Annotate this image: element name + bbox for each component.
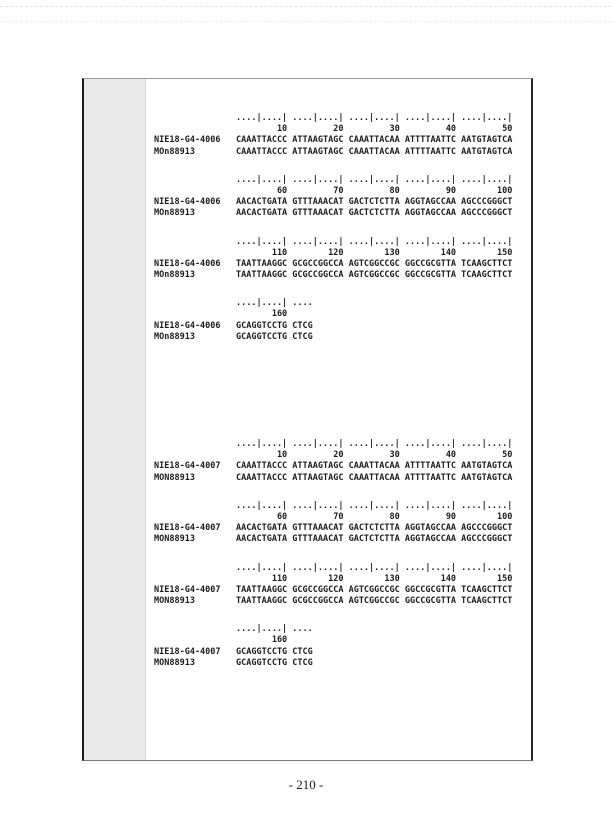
ruler-line — [154, 439, 512, 450]
ruler-line — [154, 175, 512, 186]
ruler-line-text: ....|....| ....|....| ....|....| ....|....| ....|....| — [236, 439, 513, 449]
subject-sequence-row-text: CAAATTACCC ATTAAGTAGC CAAATTACAA ATTTTAATTC AATGTAGTCA — [236, 472, 513, 483]
ruler-line-text: ....|....| ....|....| ....|....| ....|....| ....|....| — [236, 562, 513, 573]
sequence-label: MON88913 — [154, 534, 195, 545]
query-sequence-row — [154, 321, 512, 332]
query-sequence-row-text: AACACTGATA GTTTAAACAT GACTCTCTTA AGGTAGCCAA AGCCCGGGCT — [236, 197, 513, 208]
position-numbers — [154, 450, 512, 461]
subject-sequence-row — [154, 208, 512, 219]
sequence-label: NIE18-G4-4006 — [154, 135, 221, 146]
query-sequence-row — [154, 197, 512, 208]
subject-sequence-row-text: TAATTAAGGC GCGCCGGCCA AGTCGGCCGC GGCCGCGTTA TCAAGCTTCT — [236, 596, 513, 607]
subject-sequence-row — [154, 270, 512, 281]
alignment-block — [154, 113, 512, 158]
query-sequence-row-text: AACACTGATA GTTTAAACAT GACTCTCTTA AGGTAGCCAA AGCCCGGGCT — [236, 523, 513, 534]
position-numbers — [154, 124, 512, 135]
alignment-content — [154, 79, 531, 760]
ruler-line-text: ....|....| ....|....| ....|....| ....|....| ....|....| — [236, 174, 513, 185]
query-sequence-row — [154, 461, 512, 472]
position-numbers-text: 160 — [236, 309, 288, 320]
ruler-line-text: ....|....| .... — [236, 624, 313, 635]
alignment-block — [154, 298, 512, 343]
top-perforation-line — [0, 6, 612, 7]
subject-sequence-row-text: AACACTGATA GTTTAAACAT GACTCTCTTA AGGTAGCCAA AGCCCGGGCT — [236, 534, 513, 545]
subject-sequence-row — [154, 658, 512, 669]
position-numbers — [154, 574, 512, 585]
sequence-label: NIE18-G4-4006 — [154, 197, 221, 208]
sequence-label: NIE18-G4-4007 — [154, 646, 221, 657]
position-numbers-text: 110 120 130 140 150 — [236, 573, 513, 584]
ruler-line — [154, 563, 512, 574]
ruler-line — [154, 624, 512, 635]
ruler-line — [154, 501, 512, 512]
query-sequence-row-text: CAAATTACCC ATTAAGTAGC CAAATTACAA ATTTTAATTC AATGTAGTCA — [236, 461, 513, 472]
position-numbers — [154, 186, 512, 197]
position-numbers — [154, 635, 512, 646]
position-numbers-text: 110 120 130 140 150 — [236, 247, 513, 258]
left-margin-strip — [84, 79, 146, 760]
position-numbers — [154, 248, 512, 259]
ruler-line-text: ....|....| ....|....| ....|....| ....|....| ....|....| — [236, 500, 513, 511]
sequence-label: MOn88913 — [154, 208, 195, 219]
query-sequence-row-text: CAAATTACCC ATTAAGTAGC CAAATTACAA ATTTTAATTC AATGTAGTCA — [236, 135, 513, 146]
subject-sequence-row — [154, 147, 512, 158]
ruler-line-text: ....|....| .... — [236, 298, 313, 309]
alignment-block — [154, 439, 512, 484]
subject-sequence-row — [154, 534, 512, 545]
ruler-line-text: ....|....| ....|....| ....|....| ....|....| ....|....| — [236, 236, 513, 247]
query-sequence-row — [154, 259, 512, 270]
position-numbers — [154, 309, 512, 320]
subject-sequence-row-text: TAATTAAGGC GCGCCGGCCA AGTCGGCCGC GGCCGCGTTA TCAAGCTTCT — [236, 270, 513, 281]
ruler-line — [154, 237, 512, 248]
position-numbers — [154, 512, 512, 523]
query-sequence-row-text: GCAGGTCCTG CTCG — [236, 646, 313, 657]
sequence-label: NIE18-G4-4006 — [154, 258, 221, 269]
alignment-block — [154, 624, 512, 669]
sequence-label: MON88913 — [154, 472, 195, 483]
page-number: - 210 - — [288, 777, 324, 792]
subject-sequence-row-text: GCAGGTCCTG CTCG — [236, 331, 313, 342]
query-sequence-row — [154, 585, 512, 596]
sequence-label: MOn88913 — [154, 270, 195, 281]
subject-sequence-row — [154, 596, 512, 607]
sequence-label: MON88913 — [154, 596, 195, 607]
subject-sequence-row — [154, 332, 512, 343]
sequence-label: NIE18-G4-4006 — [154, 320, 221, 331]
sequence-report-frame — [82, 78, 533, 761]
position-numbers-text: 60 70 80 90 100 — [236, 185, 513, 196]
ruler-line-text: ....|....| ....|....| ....|....| ....|....| ....|....| — [236, 113, 513, 123]
alignment-section-0 — [154, 113, 512, 360]
query-sequence-row-text: TAATTAAGGC GCGCCGGCCA AGTCGGCCGC GGCCGCGTTA TCAAGCTTCT — [236, 584, 513, 595]
alignment-block — [154, 237, 512, 282]
sequence-label: NIE18-G4-4007 — [154, 584, 221, 595]
query-sequence-row — [154, 647, 512, 658]
query-sequence-row — [154, 523, 512, 534]
subject-sequence-row — [154, 473, 512, 484]
alignment-block — [154, 175, 512, 220]
query-sequence-row-text: TAATTAAGGC GCGCCGGCCA AGTCGGCCGC GGCCGCGTTA TCAAGCTTCT — [236, 258, 513, 269]
query-sequence-row — [154, 135, 512, 146]
subject-sequence-row-text: CAAATTACCC ATTAAGTAGC CAAATTACAA ATTTTAATTC AATGTAGTCA — [236, 146, 513, 157]
alignment-section-1 — [154, 439, 512, 686]
alignment-block — [154, 501, 512, 546]
ruler-line — [154, 298, 512, 309]
sequence-label: MOn88913 — [154, 146, 195, 157]
position-numbers-text: 60 70 80 90 100 — [236, 511, 513, 522]
position-numbers-text: 160 — [236, 635, 288, 646]
sequence-label: MON88913 — [154, 657, 195, 668]
position-numbers-text: 10 20 30 40 50 — [236, 450, 513, 461]
subject-sequence-row-text: GCAGGTCCTG CTCG — [236, 657, 313, 668]
sequence-label: MOn88913 — [154, 331, 195, 342]
sequence-label: NIE18-G4-4007 — [154, 461, 221, 472]
subject-sequence-row-text: AACACTGATA GTTTAAACAT GACTCTCTTA AGGTAGCCAA AGCCCGGGCT — [236, 208, 513, 219]
ruler-line — [154, 113, 512, 124]
position-numbers-text: 10 20 30 40 50 — [236, 124, 513, 135]
alignment-block — [154, 563, 512, 608]
query-sequence-row-text: GCAGGTCCTG CTCG — [236, 320, 313, 331]
top-perforation-line-2 — [0, 21, 612, 22]
sequence-label: NIE18-G4-4007 — [154, 523, 221, 534]
